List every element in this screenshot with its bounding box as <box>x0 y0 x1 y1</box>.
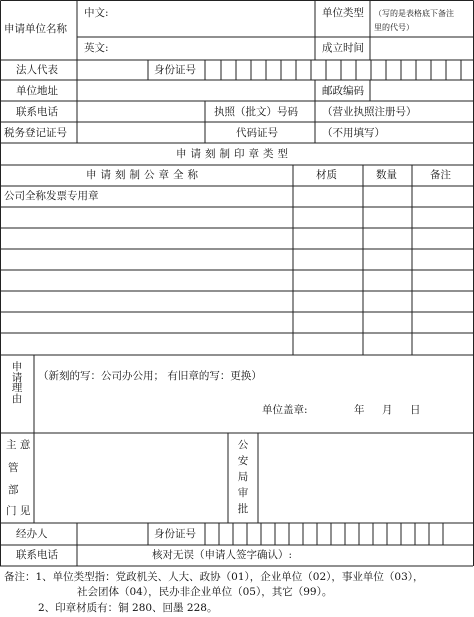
reason-year: 年 <box>354 404 365 416</box>
phone-label: 联系电话 <box>16 106 58 118</box>
note-line-1: 备注：1、单位类型指：党政机关、人大、政协（01），企业单位（02），事业单位（03）， <box>4 571 424 583</box>
established-label: 成立时间 <box>322 42 364 54</box>
reason-label: 申请理由 <box>11 361 23 405</box>
handler-id-label: 身份证号 <box>154 528 196 540</box>
chinese-name-label: 中文: <box>84 7 109 19</box>
unit-type-note-line1: （写的是表格底下备注 <box>374 9 454 18</box>
material-column-header: 材质 <box>316 169 337 181</box>
tax-cert-label: 税务登记证号 <box>4 127 67 139</box>
unit-stamp-label: 单位盖章: <box>262 404 308 416</box>
handler-phone-label: 联系电话 <box>16 549 58 561</box>
handler-label: 经办人 <box>16 528 48 540</box>
remark-column-header: 备注 <box>430 169 451 181</box>
reason-month: 月 <box>382 404 393 416</box>
dept-label-2: 管 <box>8 462 19 474</box>
reason-text: （新刻的写：公司办公用； 有旧章的写：更换） <box>38 370 262 382</box>
postcode-label: 邮政编码 <box>322 85 364 97</box>
address-field[interactable] <box>79 82 313 99</box>
police-approval-label: 公安局审批 <box>237 439 249 515</box>
phone-field[interactable] <box>79 103 203 120</box>
unit-type-note-line2: 里的代号） <box>374 23 414 32</box>
established-field[interactable] <box>372 39 471 58</box>
license-note: （营业执照注册号） <box>322 106 417 118</box>
chinese-name-field[interactable] <box>120 3 310 33</box>
dept-opinion-field[interactable] <box>36 435 226 521</box>
applicant-name-label: 申请单位名称 <box>4 23 67 35</box>
dept-label-1: 主 意 <box>6 439 31 451</box>
postcode-field[interactable] <box>372 82 471 99</box>
handler-id-field[interactable] <box>206 525 472 543</box>
legal-rep-field[interactable] <box>79 62 146 78</box>
legal-rep-id-label: 身份证号 <box>154 64 196 76</box>
quantity-column-header: 数量 <box>376 169 397 181</box>
english-name-field[interactable] <box>120 39 310 58</box>
verify-signature-label: 核对无误（申请人签字确认）: <box>152 549 293 561</box>
code-cert-label: 代码证号 <box>236 127 278 139</box>
dept-label-4: 门 见 <box>6 505 31 517</box>
seal-row-1-name: 公司全称发票专用章 <box>4 190 99 202</box>
dept-label-3: 部 <box>8 484 19 496</box>
legal-rep-id-field[interactable] <box>206 62 472 78</box>
unit-type-label: 单位类型 <box>322 7 364 19</box>
license-label: 执照（批文）号码 <box>214 106 298 118</box>
address-label: 单位地址 <box>16 85 58 97</box>
seal-name-column-header: 申请刻制公章全称 <box>86 169 202 181</box>
tax-cert-field[interactable] <box>79 124 203 141</box>
english-name-label: 英文: <box>84 42 109 54</box>
handler-field[interactable] <box>79 525 146 543</box>
code-cert-note: （不用填写） <box>322 127 385 139</box>
seal-section-title: 申请刻制印章类型 <box>176 148 292 160</box>
reason-field[interactable] <box>36 357 471 431</box>
police-approval-field[interactable] <box>260 435 471 521</box>
reason-day: 日 <box>410 404 421 416</box>
legal-rep-label: 法人代表 <box>16 64 58 76</box>
note-line-2: 社会团体（04），民办非企业单位（05），其它（99）。 <box>77 586 333 598</box>
note-line-3: 2、印章材质有：铜 280、回墨 228。 <box>38 602 218 614</box>
handler-phone-field[interactable] <box>79 547 146 564</box>
